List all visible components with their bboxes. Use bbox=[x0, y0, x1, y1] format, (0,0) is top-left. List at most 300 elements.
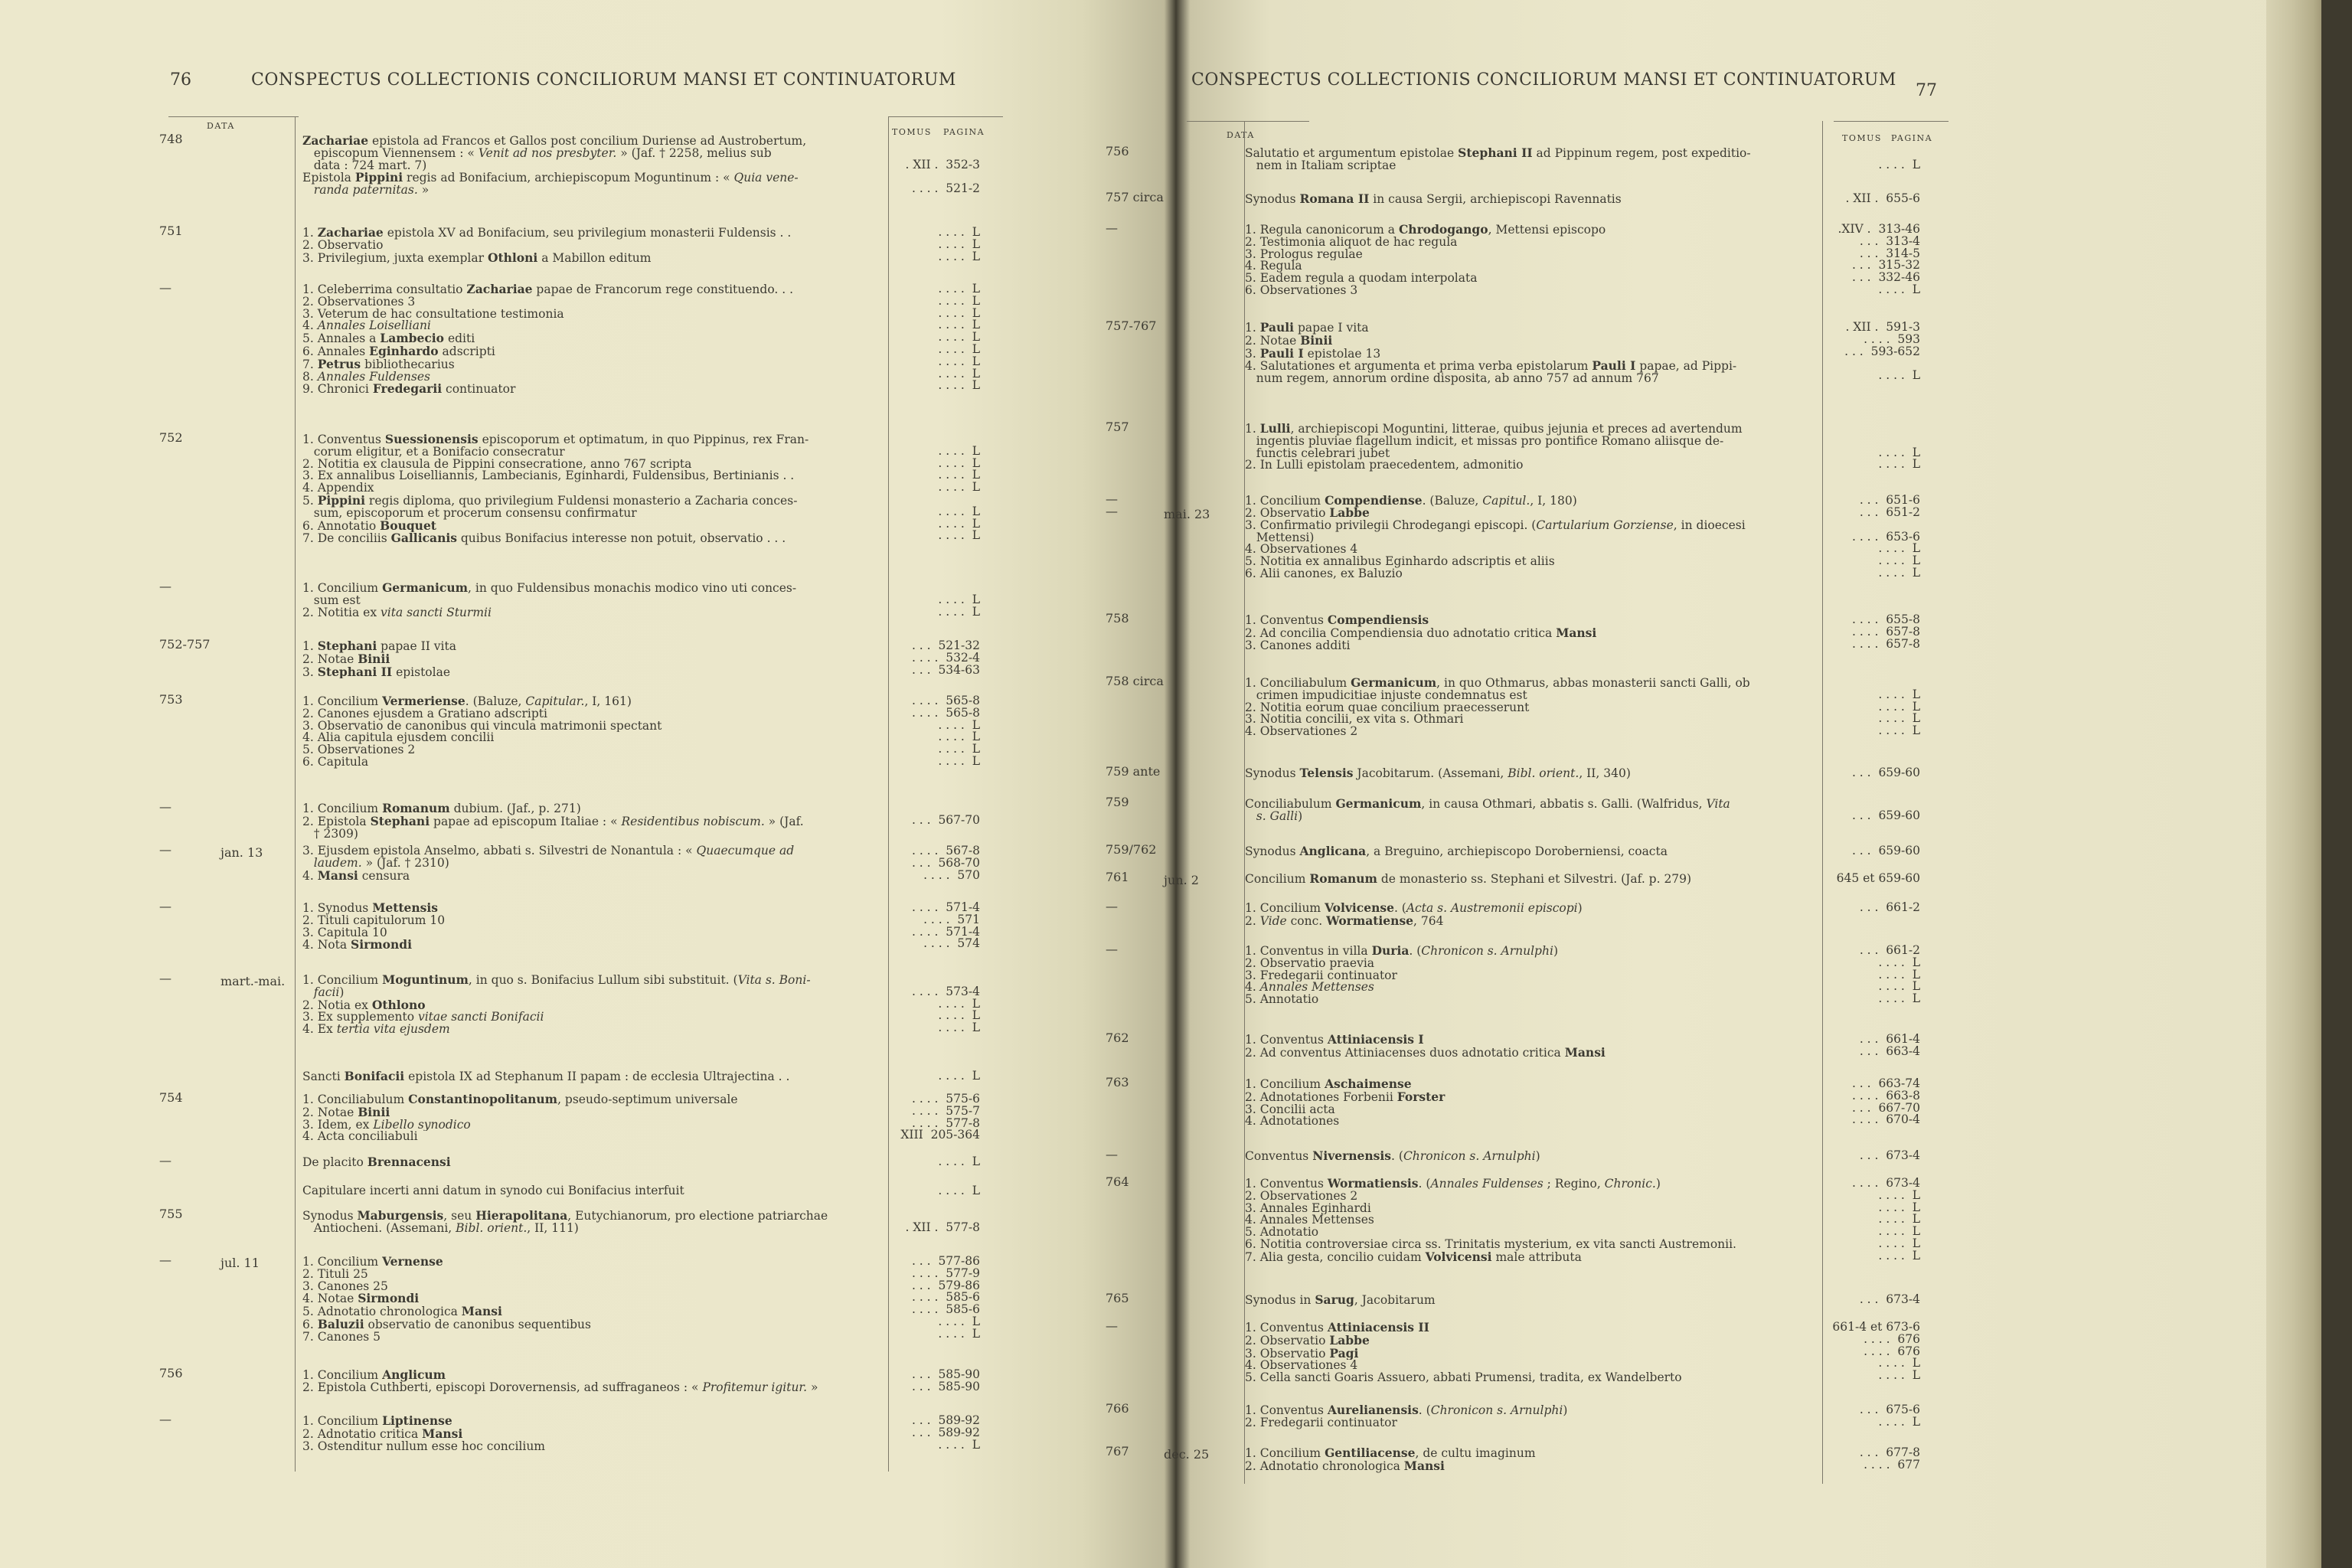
entry-date: 757 circa bbox=[1106, 190, 1164, 204]
entry-line: 2. Notitia eorum quae concilium praecesserunt bbox=[1245, 701, 1530, 714]
entry-line: 3. Canones 25 bbox=[302, 1280, 388, 1293]
volume-page-ref: XIII 205-364 bbox=[900, 1128, 980, 1142]
entry-line: Sancti Bonifacii epistola IX ad Stephanum II papam : de ecclesia Ultrajectina . . bbox=[302, 1070, 790, 1083]
volume-page-ref: . . . 314-5 bbox=[1859, 246, 1920, 260]
running-head: CONSPECTUS COLLECTIONIS CONCILIORUM MANSI ET CONTINUATORUM bbox=[1191, 70, 1896, 90]
volume-page-ref: . . . . L bbox=[1878, 157, 1920, 172]
entry-line: 2. Observationes 2 bbox=[1245, 1190, 1358, 1203]
volume-page-ref: . . . . L bbox=[938, 378, 980, 393]
volume-page-ref: . . . 589-92 bbox=[911, 1413, 980, 1427]
entry-line: 2. Canones ejusdem a Gratiano adscripti bbox=[302, 707, 547, 720]
volume-page-ref: . . . . L bbox=[938, 366, 980, 381]
entry-line: 4. Observationes 4 bbox=[1245, 544, 1358, 557]
volume-page-ref: . . . 315-32 bbox=[1851, 258, 1920, 273]
entry-line: 9. Chronici Fredegarii continuator bbox=[302, 383, 516, 397]
entry-date: — bbox=[1106, 1318, 1118, 1333]
entry bbox=[1245, 1447, 1815, 1473]
entry-line: 2. Fredegarii continuator bbox=[1245, 1416, 1397, 1429]
entry-line: 2. In Lulli epistolam praecedentem, admonitio bbox=[1245, 459, 1524, 472]
volume-page-ref: 645 et 659-60 bbox=[1836, 871, 1920, 885]
entry-line: 4. Mansi censura bbox=[302, 869, 410, 883]
entry-line: Synodus Telensis Jacobitarum. (Assemani, Bibl. orient., II, 340) bbox=[1245, 767, 1631, 780]
entry-line: 1. Regula canonicorum a Chrodogango, Mettensi episcopo bbox=[1245, 224, 1606, 237]
right-page bbox=[1106, 0, 2251, 1568]
volume-page-ref: . . . . 571-4 bbox=[911, 924, 980, 939]
volume-page-ref: . . . . L bbox=[938, 1326, 980, 1341]
entry-line: 2. Epistola Stephani papae ad episcopum Italiae : « Residentibus nobiscum. » (Jaf. bbox=[302, 815, 804, 828]
volume-page-ref: . . . . L bbox=[938, 354, 980, 368]
entry-line: 3. Observatio Pagi bbox=[1245, 1347, 1359, 1361]
entry-date: 765 bbox=[1106, 1291, 1129, 1305]
entry-line: laudem. » (Jaf. † 2310) bbox=[313, 857, 449, 870]
volume-page-ref: . . . . L bbox=[1878, 1356, 1920, 1370]
entry-date: 762 bbox=[1106, 1031, 1129, 1045]
entry-line: 4. Acta conciliabuli bbox=[302, 1131, 418, 1144]
entry-line: 1. Synodus Mettensis bbox=[302, 902, 439, 915]
entry-line: 7. Petrus bibliothecarius bbox=[302, 358, 455, 371]
entry-line: 2. Observatio bbox=[302, 239, 384, 252]
entry-line: 2. Notitia ex clausula de Pippini consecratione, anno 767 scripta bbox=[302, 458, 692, 471]
entry bbox=[1245, 423, 1815, 472]
volume-page-ref: . . . . L bbox=[938, 730, 980, 744]
entry-line: 1. Conventus Aurelianensis. (Chronicon s. Arnulphi) bbox=[1245, 1404, 1568, 1417]
entry bbox=[1245, 845, 1815, 858]
entry bbox=[1245, 507, 1815, 580]
entry-date: — bbox=[159, 1253, 172, 1267]
entry bbox=[302, 802, 878, 840]
volume-page-ref: . . . . L bbox=[1878, 283, 1920, 296]
col-header-pagina: PAGINA bbox=[943, 127, 985, 137]
entry-line: 4. Notae Sirmondi bbox=[302, 1292, 420, 1306]
entry-line: 5. Observationes 2 bbox=[302, 744, 416, 756]
entry-line: sum, episcoporum et procerum consensu confirmatur bbox=[302, 507, 637, 520]
entry-line: 2. Observatio Labbe bbox=[1245, 507, 1370, 520]
entry-line: 2. Tituli capitulorum 10 bbox=[302, 914, 446, 927]
entry-line: Synodus Romana II in causa Sergii, archiepiscopi Ravennatis bbox=[1245, 193, 1622, 206]
volume-page-ref: . . . 673-4 bbox=[1859, 1292, 1920, 1306]
entry-line: 8. Annales Fuldenses bbox=[302, 371, 430, 384]
entry-line: 2. Ad conventus Attiniacenses duos adnotatio critica Mansi bbox=[1245, 1046, 1606, 1060]
volume-page-ref: . . . . 532-4 bbox=[911, 650, 980, 665]
entry bbox=[1245, 1150, 1815, 1163]
entry-day: jan. 13 bbox=[220, 845, 263, 860]
volume-page-ref: . . . 313-4 bbox=[1859, 234, 1920, 248]
volume-page-ref: . . . . 575-7 bbox=[911, 1103, 980, 1118]
volume-page-ref: . . . 651-2 bbox=[1859, 505, 1920, 519]
volume-page-ref: . . . 661-2 bbox=[1859, 943, 1920, 957]
volume-page-ref: . XII . 591-3 bbox=[1845, 320, 1920, 334]
entry bbox=[1245, 767, 1815, 780]
rule bbox=[168, 116, 299, 117]
entry-date: 758 circa bbox=[1106, 674, 1164, 688]
entry-line: 3. Concilii acta bbox=[1245, 1103, 1335, 1116]
volume-page-ref: . . . . L bbox=[1878, 979, 1920, 994]
entry bbox=[302, 135, 878, 197]
volume-page-ref: . XII . 577-8 bbox=[905, 1220, 980, 1234]
entry-line: 4. Nota Sirmondi bbox=[302, 939, 412, 952]
entry-line: Conventus Nivernensis. (Chronicon s. Arnulphi) bbox=[1245, 1150, 1540, 1163]
volume-page-ref: . . . . L bbox=[938, 456, 980, 470]
entry-date: 759/762 bbox=[1106, 842, 1157, 857]
volume-page-ref: . . . . L bbox=[938, 1437, 980, 1452]
entry-line: Mettensi) bbox=[1245, 531, 1315, 544]
entry bbox=[302, 1210, 878, 1235]
entry bbox=[302, 902, 878, 952]
volume-page-ref: . . . . 670-4 bbox=[1851, 1112, 1920, 1127]
entry-line: Salutatio et argumentum epistolae Stephani II ad Pippinum regem, post expeditio- bbox=[1245, 147, 1751, 160]
entry bbox=[1245, 193, 1815, 206]
entry-line: 1. Conventus Attiniacensis I bbox=[1245, 1034, 1424, 1047]
entry-line: functis celebrari jubet bbox=[1245, 447, 1390, 460]
entry-day: mart.-mai. bbox=[220, 974, 286, 988]
entry-line: 3. Canones additi bbox=[1245, 639, 1351, 652]
col-header-pagina: PAGINA bbox=[1891, 133, 1933, 143]
entry-line: 1. Celeberrima consultatio Zachariae papae de Francorum rege constituendo. . . bbox=[302, 283, 794, 296]
volume-page-ref: . . . 593-652 bbox=[1844, 344, 1920, 358]
entry-line: 2. Observatio Labbe bbox=[1245, 1334, 1370, 1348]
col-header-tomus: TOMUS bbox=[892, 127, 932, 137]
entry-line: 2. Testimonia aliquot de hac regula bbox=[1245, 236, 1458, 249]
entry bbox=[302, 1156, 878, 1169]
volume-page-ref: . . . 677-8 bbox=[1859, 1446, 1920, 1459]
entry-line: 4. Annales Mettenses bbox=[1245, 1214, 1374, 1227]
entry-date: 757 bbox=[1106, 420, 1129, 434]
volume-page-ref: . . . . L bbox=[1878, 368, 1920, 383]
entry-line: 2. Notae Binii bbox=[302, 652, 390, 666]
volume-page-ref: . XII . 655-6 bbox=[1845, 191, 1920, 205]
entry-line: 5. Adnotatio chronologica Mansi bbox=[302, 1305, 502, 1318]
entry-line: 7. De conciliis Gallicanis quibus Bonifacius interesse non potuit, observatio . . . bbox=[302, 532, 786, 546]
entry bbox=[1245, 322, 1815, 385]
entry-line: 1. Stephani papae II vita bbox=[302, 640, 456, 653]
entry-line: 1. Concilium Germanicum, in quo Fuldensibus monachis modico vino uti conces- bbox=[302, 582, 797, 595]
entry-date: 761 bbox=[1106, 870, 1129, 884]
entry-date: 757-767 bbox=[1106, 318, 1157, 333]
volume-page-ref: . . . . L bbox=[1878, 445, 1920, 459]
entry-line: 2. Adnotatio chronologica Mansi bbox=[1245, 1459, 1445, 1473]
rule bbox=[888, 116, 1003, 117]
entry-line: 5. Pippini regis diploma, quo privilegium Fuldensi monasterio a Zacharia conces- bbox=[302, 494, 798, 508]
entry-line: 1. Concilium Vermeriense. (Baluze, Capitular., I, 161) bbox=[302, 695, 632, 708]
rule bbox=[1834, 121, 1949, 122]
entry bbox=[302, 695, 878, 769]
entry-line: 1. Conventus Attiniacensis II bbox=[1245, 1321, 1429, 1334]
entry-line: 1. Zachariae epistola XV ad Bonifacium, seu privilegium monasterii Fuldensis . . bbox=[302, 227, 792, 240]
entry-line: 1. Concilium Aschaimense bbox=[1245, 1078, 1412, 1091]
entry-line: 1. Concilium Vernense bbox=[302, 1256, 443, 1269]
entry bbox=[1245, 224, 1815, 297]
entry bbox=[302, 582, 878, 619]
entry-line: 2. Ad concilia Compendiensia duo adnotatio critica Mansi bbox=[1245, 626, 1597, 640]
entry-date: — bbox=[159, 280, 172, 295]
volume-page-ref: . . . 332-46 bbox=[1851, 270, 1920, 285]
entry-date: 754 bbox=[159, 1090, 183, 1105]
entry bbox=[1245, 902, 1815, 928]
page-number: 76 bbox=[170, 70, 191, 90]
entry-line: 3. Privilegium, juxta exemplar Othloni a Mabillon editum bbox=[302, 251, 652, 265]
entry bbox=[1245, 1404, 1815, 1429]
entry-line: 3. Confirmatio privilegii Chrodegangi episcopi. (Cartularium Gorziense, in dioecesi bbox=[1245, 519, 1746, 532]
entry-line: 3. Ex supplemento vitae sancti Bonifacii bbox=[302, 1011, 544, 1024]
volume-page-ref: . . . . 593 bbox=[1864, 332, 1920, 346]
entry-line: De placito Brennacensi bbox=[302, 1156, 451, 1169]
entry-line: 3. Idem, ex Libello synodico bbox=[302, 1119, 471, 1132]
page-number: 77 bbox=[1916, 81, 1937, 100]
volume-page-ref: . . . . L bbox=[1878, 1200, 1920, 1214]
volume-page-ref: . . . . 676 bbox=[1864, 1331, 1920, 1346]
entry-day: mai. 23 bbox=[1164, 507, 1210, 521]
volume-page-ref: . . . . 565-8 bbox=[911, 694, 980, 707]
volume-page-ref: . . . . L bbox=[1878, 457, 1920, 472]
entry bbox=[1245, 798, 1815, 823]
volume-page-ref: . . . . L bbox=[938, 528, 980, 543]
entry-line: 3. Annales Eginhardi bbox=[1245, 1202, 1371, 1215]
entry-line: 4. Salutationes et argumenta et prima verba epistolarum Pauli I papae, ad Pippi- bbox=[1245, 360, 1737, 374]
volume-page-ref: . . . . 521-2 bbox=[911, 181, 980, 196]
entry-line: † 2309) bbox=[302, 828, 358, 841]
entry-line: 4. Adnotationes bbox=[1245, 1116, 1340, 1129]
entry-date: 767 bbox=[1106, 1444, 1129, 1459]
volume-page-ref: . . . . L bbox=[1878, 724, 1920, 738]
entry-line: 1. Lulli, archiepiscopi Moguntini, litterae, quibus jejunia et preces ad avertendum bbox=[1245, 423, 1743, 436]
volume-page-ref: . . . . 577-9 bbox=[911, 1266, 980, 1280]
volume-page-ref: . . . . L bbox=[1878, 699, 1920, 714]
volume-page-ref: . . . . 571 bbox=[923, 912, 980, 926]
volume-page-ref: . . . . L bbox=[938, 237, 980, 251]
volume-page-ref: . . . 521-32 bbox=[911, 639, 980, 652]
entry bbox=[302, 845, 878, 882]
volume-page-ref: . . . . L bbox=[1878, 1212, 1920, 1227]
volume-page-ref: . . . . 571-4 bbox=[911, 900, 980, 914]
entry-line: 4. Annales Loiselliani bbox=[302, 320, 431, 333]
entry bbox=[302, 1256, 878, 1344]
entry-date: — bbox=[159, 842, 172, 857]
entry bbox=[1245, 147, 1815, 172]
entry-line: 4. Alia capitula ejusdem concilii bbox=[302, 732, 495, 745]
entry-line: 5. Adnotatio bbox=[1245, 1227, 1319, 1239]
volume-page-ref: . . . 673-4 bbox=[1859, 1148, 1920, 1162]
entry-date: 753 bbox=[159, 692, 183, 707]
entry-line: 2. Notae Binii bbox=[1245, 334, 1333, 348]
volume-page-ref: . . . . 663-8 bbox=[1851, 1088, 1920, 1102]
entry bbox=[1245, 1321, 1815, 1384]
volume-page-ref: . . . . 585-6 bbox=[911, 1302, 980, 1317]
entry-line: 6. Annotatio Bouquet bbox=[302, 519, 436, 533]
volume-page-ref: . . . . L bbox=[1878, 1248, 1920, 1263]
entry bbox=[302, 1415, 878, 1452]
entry-date: 763 bbox=[1106, 1075, 1129, 1089]
volume-page-ref: . . . 663-4 bbox=[1859, 1044, 1920, 1058]
entry-line: episcopum Viennensem : « Venit ad nos presbyter. » (Jaf. † 2258, melius sub bbox=[302, 147, 772, 160]
entry-line: 1. Conventus Compendiensis bbox=[1245, 614, 1429, 627]
entry bbox=[302, 1185, 878, 1197]
volume-page-ref: . . . . L bbox=[1878, 1224, 1920, 1239]
volume-page-ref: 661-4 et 673-6 bbox=[1832, 1320, 1920, 1334]
entry-line: 2. Notia ex Othlono bbox=[302, 998, 426, 1012]
entry-line: 4. Observationes 4 bbox=[1245, 1360, 1358, 1373]
volume-page-ref: . . . 659-60 bbox=[1851, 808, 1920, 822]
volume-page-ref: . . . 661-4 bbox=[1859, 1032, 1920, 1046]
entry-date: 755 bbox=[159, 1207, 183, 1221]
entry bbox=[302, 974, 878, 1036]
entry-line: Zachariae epistola ad Francos et Gallos post concilium Duriense ad Austrobertum, bbox=[302, 135, 807, 148]
entry-line: 2. Tituli 25 bbox=[302, 1268, 368, 1281]
entry-date: — bbox=[1106, 220, 1118, 235]
volume-page-ref: . . . . L bbox=[938, 293, 980, 308]
entry-line: data : 724 mart. 7) bbox=[302, 159, 427, 172]
entry bbox=[1245, 1034, 1815, 1060]
entry-date: — bbox=[159, 799, 172, 814]
background-strip bbox=[2321, 0, 2352, 1568]
volume-page-ref: . . . . 577-8 bbox=[911, 1116, 980, 1130]
column-rule bbox=[295, 116, 296, 1472]
entry bbox=[302, 283, 878, 396]
entry-date: — bbox=[1106, 899, 1118, 913]
volume-page-ref: . . . 659-60 bbox=[1851, 766, 1920, 779]
volume-page-ref: . . . . 655-8 bbox=[1851, 612, 1920, 626]
volume-page-ref: . . . . L bbox=[938, 443, 980, 458]
entry-line: ingentis pluviae flagellum indicit, et missas pro pontifice Romano aliisque de- bbox=[1245, 435, 1724, 448]
entry-line: 2. Adnotatio critica Mansi bbox=[302, 1427, 463, 1441]
volume-page-ref: . . . . L bbox=[938, 305, 980, 320]
volume-page-ref: . . . 577-86 bbox=[911, 1254, 980, 1268]
volume-page-ref: . . . . L bbox=[1878, 1236, 1920, 1250]
volume-page-ref: . . . . L bbox=[938, 342, 980, 356]
entry bbox=[1245, 945, 1815, 1006]
entry-line: Antiocheni. (Assemani, Bibl. orient., II, 111) bbox=[302, 1222, 579, 1235]
entry-line: Capitulare incerti anni datum in synodo cui Bonifacius interfuit bbox=[302, 1185, 684, 1197]
entry-line: 1. Conventus in villa Duria. (Chronicon s. Arnulphi) bbox=[1245, 945, 1558, 958]
volume-page-ref: . . . . L bbox=[1878, 687, 1920, 701]
volume-page-ref: . . . . L bbox=[938, 504, 980, 518]
entry-line: 4. Regula bbox=[1245, 260, 1302, 273]
volume-page-ref: . . . 651-6 bbox=[1859, 493, 1920, 507]
entry-line: num regem, annorum ordine disposita, ab anno 757 ad annum 767 bbox=[1245, 373, 1659, 385]
entry-date: 758 bbox=[1106, 611, 1129, 626]
entry-line: 7. Canones 5 bbox=[302, 1331, 381, 1344]
volume-page-ref: . . . . 573-4 bbox=[911, 984, 980, 998]
volume-page-ref: . . . . L bbox=[938, 742, 980, 756]
volume-page-ref: . . . 589-92 bbox=[911, 1425, 980, 1439]
entry-date: 752-757 bbox=[159, 637, 211, 652]
entry-line: 7. Alia gesta, concilio cuidam Volvicensi male attributa bbox=[1245, 1250, 1582, 1264]
volume-page-ref: . . . . 565-8 bbox=[911, 705, 980, 720]
volume-page-ref: . . . 585-90 bbox=[911, 1379, 980, 1393]
volume-page-ref: . . . . L bbox=[938, 282, 980, 296]
volume-page-ref: . . . . 575-6 bbox=[911, 1092, 980, 1106]
entry-line: Epistola Pippini regis ad Bonifacium, archiepiscopum Moguntinum : « Quia vene- bbox=[302, 172, 799, 185]
volume-page-ref: . . . . L bbox=[1878, 991, 1920, 1006]
entry-line: 1. Conventus Suessionensis episcoporum et optimatum, in quo Pippinus, rex Fran- bbox=[302, 433, 809, 446]
volume-page-ref: . XII . 352-3 bbox=[905, 157, 980, 172]
volume-page-ref: . . . 534-63 bbox=[911, 662, 980, 677]
entry bbox=[302, 640, 878, 678]
entry-line: 4. Appendix bbox=[302, 482, 374, 495]
entry-date: — bbox=[1106, 504, 1118, 518]
entry-line: 1. Concilium Liptinense bbox=[302, 1415, 452, 1428]
entry-line: 4. Annales Mettenses bbox=[1245, 982, 1374, 995]
volume-page-ref: . . . . 673-4 bbox=[1851, 1176, 1920, 1190]
volume-page-ref: . . . . 653-6 bbox=[1851, 529, 1920, 544]
entry-line: 4. Observationes 2 bbox=[1245, 726, 1358, 738]
entry-line: 3. Ex annalibus Loiselliannis, Lambecianis, Eginhardi, Fuldensibus, Bertinianis . . bbox=[302, 470, 795, 483]
volume-page-ref: . . . . L bbox=[938, 318, 980, 332]
volume-page-ref: . . . . L bbox=[1878, 955, 1920, 969]
entry-line: 3. Fredegarii continuator bbox=[1245, 969, 1397, 982]
entry-line: Synodus Maburgensis, seu Hierapolitana, Eutychianorum, pro electione patriarchae bbox=[302, 1210, 828, 1223]
volume-page-ref: . . . . L bbox=[938, 225, 980, 239]
entry-line: 2. Observationes 3 bbox=[302, 296, 416, 309]
entry-date: 766 bbox=[1106, 1401, 1129, 1416]
entry-line: 2. Epistola Cuthberti, episcopi Dorovernensis, ad suffraganeos : « Profitemur igitur. » bbox=[302, 1381, 818, 1394]
entry-date: — bbox=[159, 1153, 172, 1168]
entry-line: 1. Concilium Volvicense. (Acta s. Austremonii episcopi) bbox=[1245, 902, 1583, 915]
volume-page-ref: . . . . 657-8 bbox=[1851, 636, 1920, 651]
entry-date: 759 bbox=[1106, 795, 1129, 809]
entry bbox=[302, 1070, 878, 1083]
entry-line: corum eligitur, et a Bonifacio consecratur bbox=[302, 446, 565, 459]
entry-line: 3. Prologus regulae bbox=[1245, 248, 1363, 261]
volume-page-ref: . . . . L bbox=[938, 717, 980, 732]
entry-date: 748 bbox=[159, 132, 183, 146]
volume-page-ref: . . . . L bbox=[938, 468, 980, 482]
entry bbox=[1245, 677, 1815, 738]
volume-page-ref: . . . 585-90 bbox=[911, 1367, 980, 1381]
volume-page-ref: . . . . L bbox=[938, 330, 980, 345]
volume-page-ref: . . . . L bbox=[938, 1021, 980, 1035]
entry bbox=[1245, 1078, 1815, 1128]
entry-line: 2. Adnotationes Forbenii Forster bbox=[1245, 1090, 1446, 1104]
running-head: CONSPECTUS COLLECTIONIS CONCILIORUM MANSI ET CONTINUATORUM bbox=[251, 70, 956, 90]
volume-page-ref: . . . . L bbox=[938, 480, 980, 495]
entry-date: 759 ante bbox=[1106, 764, 1161, 779]
entry-line: 3. Ostenditur nullum esse hoc concilium bbox=[302, 1440, 546, 1453]
volume-page-ref: . . . . L bbox=[938, 996, 980, 1011]
entry-line: sum est bbox=[302, 594, 361, 607]
volume-page-ref: . . . . L bbox=[938, 1315, 980, 1328]
col-header-data: DATA bbox=[1227, 130, 1255, 140]
volume-page-ref: . . . 567-70 bbox=[911, 812, 980, 827]
volume-page-ref: . . . . L bbox=[1878, 1414, 1920, 1429]
volume-page-ref: . . . . 570 bbox=[923, 867, 980, 882]
volume-page-ref: . . . . L bbox=[938, 592, 980, 606]
entry-line: 3. Observatio de canonibus qui vincula matrimonii spectant bbox=[302, 720, 662, 733]
volume-page-ref: . . . 667-70 bbox=[1851, 1100, 1920, 1115]
entry bbox=[302, 433, 878, 545]
volume-page-ref: . . . . L bbox=[1878, 566, 1920, 580]
entry-line: 5. Annales a Lambecio editi bbox=[302, 332, 475, 345]
entry bbox=[1245, 1178, 1815, 1264]
entry-line: 6. Alii canones, ex Baluzio bbox=[1245, 567, 1403, 580]
entry-date: — bbox=[1106, 492, 1118, 506]
volume-page-ref: . . . . 677 bbox=[1864, 1457, 1920, 1472]
entry bbox=[1245, 614, 1815, 652]
entry bbox=[1245, 495, 1815, 508]
volume-page-ref: . . . . 585-6 bbox=[911, 1290, 980, 1305]
volume-page-ref: . . . . L bbox=[938, 249, 980, 263]
entry bbox=[302, 1093, 878, 1143]
entry-line: 3. Ejusdem epistola Anselmo, abbati s. Silvestri de Nonantula : « Quaecumque ad bbox=[302, 845, 795, 858]
rule bbox=[1187, 121, 1309, 122]
entry-line: Synodus Anglicana, a Breguino, archiepiscopo Doroberniensi, coacta bbox=[1245, 845, 1668, 858]
volume-page-ref: . . . 568-70 bbox=[911, 855, 980, 870]
volume-page-ref: . . . 661-2 bbox=[1859, 900, 1920, 914]
volume-page-ref: . . . . L bbox=[938, 754, 980, 768]
entry-day: jul. 11 bbox=[220, 1256, 260, 1270]
volume-page-ref: . . . . L bbox=[1878, 1368, 1920, 1383]
entry-line: 1. Pauli papae I vita bbox=[1245, 322, 1369, 335]
volume-page-ref: . . . . L bbox=[1878, 1187, 1920, 1202]
